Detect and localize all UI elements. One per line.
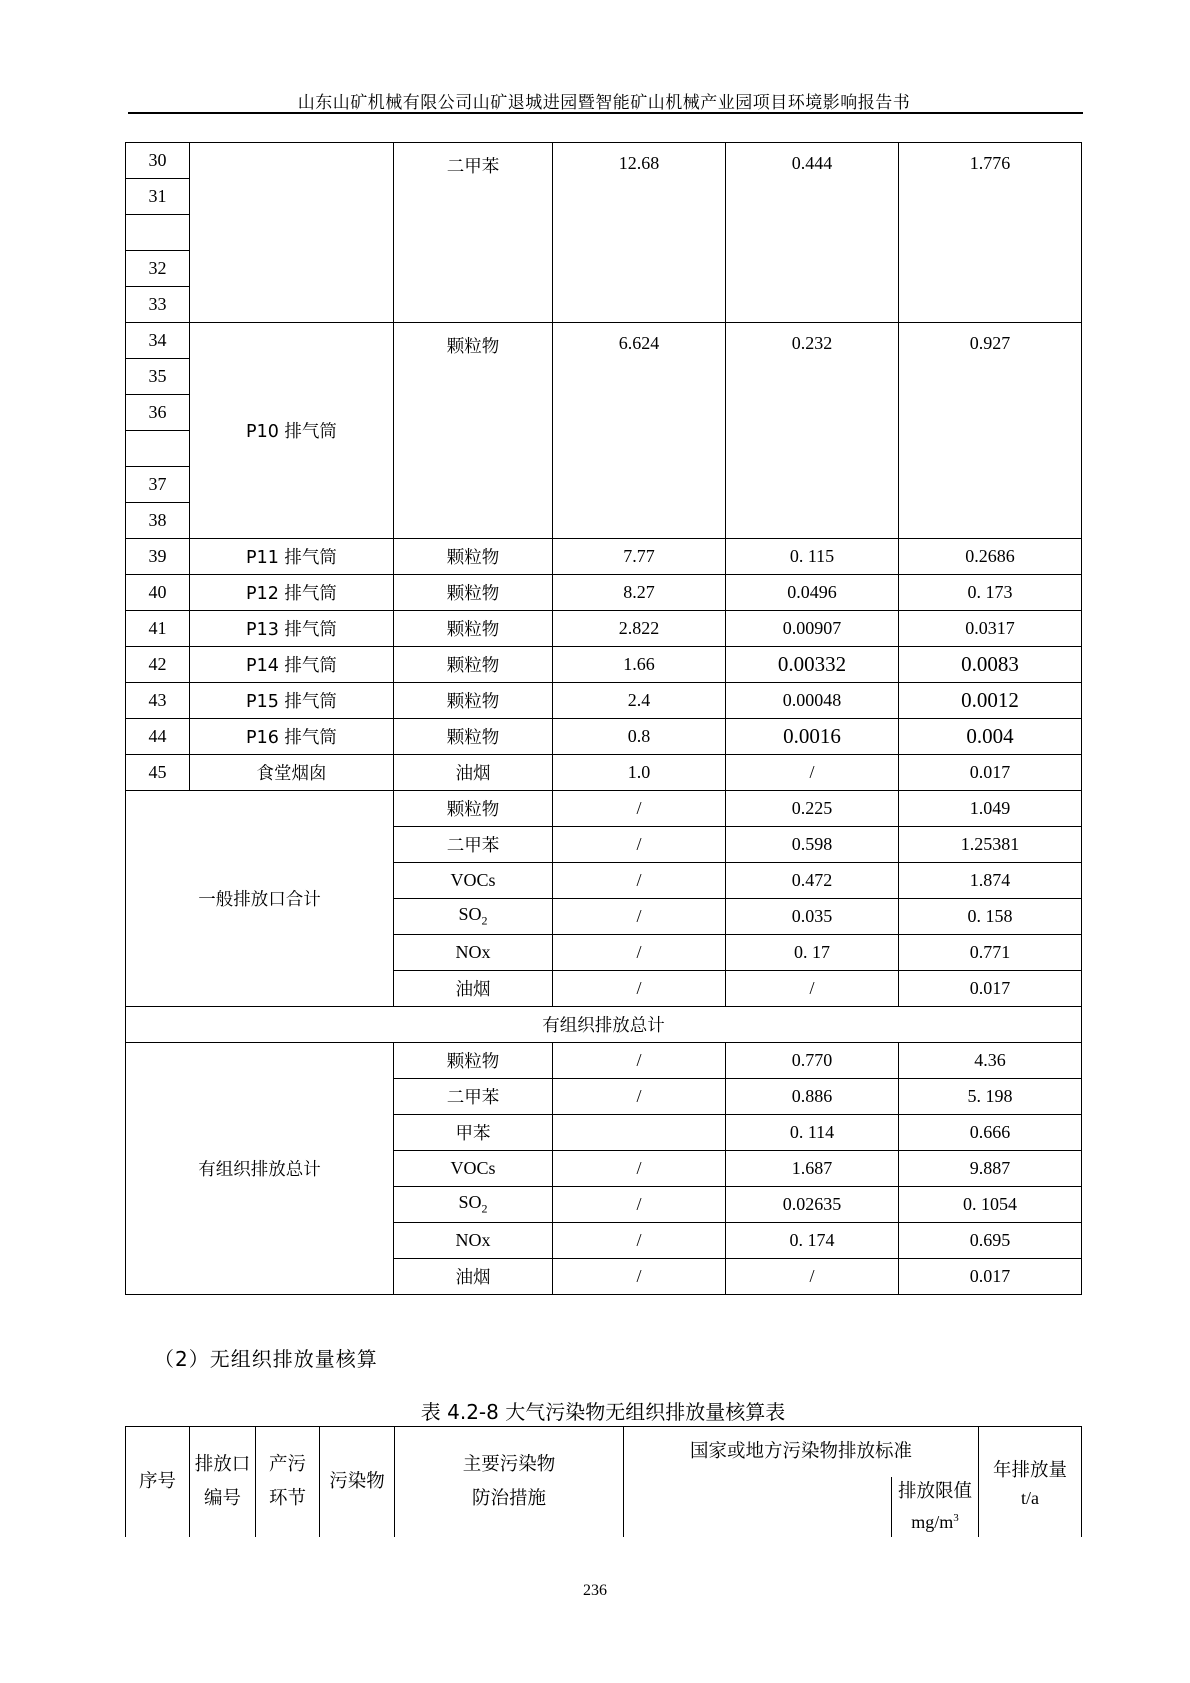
header-stage-line2: 环节 (268, 1487, 306, 1509)
table-row (126, 719, 1082, 755)
header-outlet-line2: 编号 (203, 1487, 241, 1509)
concentration-cell: / (553, 791, 726, 827)
rate-cell: 0.472 (726, 863, 899, 899)
outlet-cell: P11 排气筒 (190, 539, 394, 575)
annual-cell: 0.0083 (899, 647, 1082, 683)
annual-cell: 0.017 (899, 1259, 1082, 1295)
table-row (126, 647, 1082, 683)
section-heading: （2）无组织排放量核算 (154, 1347, 378, 1371)
table-header-row (126, 1427, 1082, 1477)
table-row (126, 539, 1082, 575)
row-number: 43 (126, 683, 190, 719)
page-number: 236 (583, 1582, 607, 1599)
pollutant-formula: SO (458, 904, 482, 925)
table-row (126, 611, 1082, 647)
header-annual (979, 1427, 1082, 1537)
fugitive-emission-table (125, 1426, 1082, 1537)
row-number: 34 (126, 323, 190, 359)
concentration-cell: / (553, 1223, 726, 1259)
row-number: 39 (126, 539, 190, 575)
rate-cell: 0.444 (726, 143, 899, 323)
pollutant-cell: 二甲苯 (394, 1079, 553, 1115)
pollutant-cell: 油烟 (394, 1259, 553, 1295)
concentration-cell: 6.624 (553, 323, 726, 539)
pollutant-formula: SO (458, 1192, 482, 1213)
annual-cell: 0.695 (899, 1223, 1082, 1259)
general-total-label: 一般排放口合计 (126, 791, 394, 1007)
rate-cell: 0.00048 (726, 683, 899, 719)
annual-cell: 5. 198 (899, 1079, 1082, 1115)
rate-cell: 0.0016 (726, 719, 899, 755)
rate-cell: 1.687 (726, 1151, 899, 1187)
annual-cell: 0.017 (899, 755, 1082, 791)
concentration-cell: / (553, 1043, 726, 1079)
organized-total-label: 有组织排放总计 (126, 1043, 394, 1295)
concentration-cell: 1.0 (553, 755, 726, 791)
header-standard: 国家或地方污染物排放标准 (624, 1427, 979, 1477)
concentration-cell: 2.822 (553, 611, 726, 647)
header-measures (395, 1427, 624, 1537)
pollutant-cell: VOCs (394, 863, 553, 899)
header-pollutant: 污染物 (320, 1427, 395, 1537)
header-annual-label: 年排放量 (993, 1460, 1068, 1482)
rate-cell: / (726, 755, 899, 791)
row-number-empty (126, 431, 190, 467)
row-number: 38 (126, 503, 190, 539)
organized-total-heading: 有组织排放总计 (126, 1007, 1082, 1043)
concentration-cell: 7.77 (553, 539, 726, 575)
outlet-cell: 食堂烟囱 (190, 755, 394, 791)
header-no: 序号 (126, 1427, 190, 1537)
outlet-cell: P13 排气筒 (190, 611, 394, 647)
row-number: 45 (126, 755, 190, 791)
outlet-cell: P15 排气筒 (190, 683, 394, 719)
table-row (126, 755, 1082, 791)
row-number: 42 (126, 647, 190, 683)
concentration-cell: / (553, 863, 726, 899)
outlet-cell: P12 排气筒 (190, 575, 394, 611)
table-row (126, 1043, 1082, 1079)
pollutant-cell: 颗粒物 (394, 647, 553, 683)
table-row (126, 575, 1082, 611)
header-limit-unit (892, 1505, 978, 1535)
pollutant-subscript: 2 (481, 1201, 488, 1216)
pollutant-subscript: 2 (481, 913, 488, 928)
concentration-cell: 0.8 (553, 719, 726, 755)
annual-cell: 0.666 (899, 1115, 1082, 1151)
header-limit-label: 排放限值 (898, 1480, 973, 1502)
concentration-cell: / (553, 971, 726, 1007)
pollutant-cell: 颗粒物 (394, 539, 553, 575)
header-outlet-line1: 排放口 (194, 1453, 251, 1475)
concentration-cell: / (553, 1259, 726, 1295)
rate-cell: 0.00907 (726, 611, 899, 647)
table-caption: 表 4.2-8 大气污染物无组织排放量核算表 (420, 1400, 786, 1424)
row-number: 35 (126, 359, 190, 395)
header-stage-line1: 产污 (268, 1453, 306, 1475)
rate-cell: 0.00332 (726, 647, 899, 683)
rate-cell: 0. 17 (726, 935, 899, 971)
pollutant-cell: 油烟 (394, 971, 553, 1007)
table-row (126, 143, 1082, 179)
annual-cell: 0.2686 (899, 539, 1082, 575)
rate-cell: 0.886 (726, 1079, 899, 1115)
pollutant-cell: 油烟 (394, 755, 553, 791)
header-limit-unit-base: mg/m (911, 1511, 954, 1532)
pollutant-cell: 颗粒物 (394, 683, 553, 719)
annual-cell: 0.004 (899, 719, 1082, 755)
row-number-empty (126, 215, 190, 251)
row-number: 33 (126, 287, 190, 323)
annual-cell: 0. 173 (899, 575, 1082, 611)
pollutant-cell: 颗粒物 (394, 575, 553, 611)
annual-cell: 4.36 (899, 1043, 1082, 1079)
row-number: 40 (126, 575, 190, 611)
annual-cell: 0.927 (899, 323, 1082, 539)
table-row (126, 791, 1082, 827)
concentration-cell: / (553, 1187, 726, 1223)
rate-cell: / (726, 1259, 899, 1295)
annual-cell: 1.874 (899, 863, 1082, 899)
pollutant-cell: 二甲苯 (394, 143, 553, 323)
row-number: 36 (126, 395, 190, 431)
pollutant-cell (394, 899, 553, 935)
concentration-cell: 12.68 (553, 143, 726, 323)
row-number: 41 (126, 611, 190, 647)
header-measures-line2: 防治措施 (471, 1487, 546, 1509)
rate-cell: 0. 114 (726, 1115, 899, 1151)
rate-cell: 0.598 (726, 827, 899, 863)
concentration-cell: / (553, 1079, 726, 1115)
concentration-cell: / (553, 1151, 726, 1187)
rate-cell: 0.770 (726, 1043, 899, 1079)
rate-cell: 0.232 (726, 323, 899, 539)
row-number: 37 (126, 467, 190, 503)
table-row (126, 323, 1082, 359)
annual-cell: 1.776 (899, 143, 1082, 323)
pollutant-cell: 颗粒物 (394, 611, 553, 647)
pollutant-cell (394, 1187, 553, 1223)
concentration-cell: / (553, 827, 726, 863)
concentration-cell: 2.4 (553, 683, 726, 719)
annual-cell: 0. 158 (899, 899, 1082, 935)
annual-cell: 1.25381 (899, 827, 1082, 863)
annual-cell: 0.0317 (899, 611, 1082, 647)
annual-cell: 0.0012 (899, 683, 1082, 719)
pollutant-cell: VOCs (394, 1151, 553, 1187)
header-stage (256, 1427, 320, 1537)
table-row (126, 683, 1082, 719)
header-limit-unit-sup: 3 (953, 1511, 959, 1524)
concentration-cell: / (553, 935, 726, 971)
outlet-cell: P16 排气筒 (190, 719, 394, 755)
rate-cell: 0.225 (726, 791, 899, 827)
rate-cell: 0.0496 (726, 575, 899, 611)
outlet-cell: P10 排气筒 (190, 323, 394, 539)
pollutant-cell: 颗粒物 (394, 719, 553, 755)
rate-cell: / (726, 971, 899, 1007)
concentration-cell: 8.27 (553, 575, 726, 611)
header-rule (128, 112, 1083, 114)
rate-cell: 0. 174 (726, 1223, 899, 1259)
header-limit (892, 1477, 979, 1537)
emission-table (125, 142, 1082, 1295)
rate-cell: 0.035 (726, 899, 899, 935)
row-number: 44 (126, 719, 190, 755)
outlet-cell (190, 143, 394, 323)
pollutant-cell: 颗粒物 (394, 323, 553, 539)
rate-cell: 0. 115 (726, 539, 899, 575)
row-number: 30 (126, 143, 190, 179)
annual-cell: 0. 1054 (899, 1187, 1082, 1223)
concentration-cell: / (553, 899, 726, 935)
pollutant-cell: NOx (394, 1223, 553, 1259)
row-number: 31 (126, 179, 190, 215)
pollutant-cell: 甲苯 (394, 1115, 553, 1151)
header-measures-line1: 主要污染物 (462, 1453, 556, 1475)
annual-cell: 9.887 (899, 1151, 1082, 1187)
pollutant-cell: 颗粒物 (394, 791, 553, 827)
concentration-cell (553, 1115, 726, 1151)
header-annual-unit: t/a (1021, 1488, 1040, 1509)
annual-cell: 0.771 (899, 935, 1082, 971)
row-number: 32 (126, 251, 190, 287)
outlet-cell: P14 排气筒 (190, 647, 394, 683)
annual-cell: 0.017 (899, 971, 1082, 1007)
document-header-title: 山东山矿机械有限公司山矿退城进园暨智能矿山机械产业园项目环境影响报告书 (297, 93, 911, 113)
pollutant-cell: 二甲苯 (394, 827, 553, 863)
rate-cell: 0.02635 (726, 1187, 899, 1223)
pollutant-cell: 颗粒物 (394, 1043, 553, 1079)
header-outlet-id (190, 1427, 256, 1537)
pollutant-cell: NOx (394, 935, 553, 971)
table-row (126, 1007, 1082, 1043)
concentration-cell: 1.66 (553, 647, 726, 683)
header-standard-name-cell (624, 1477, 892, 1537)
annual-cell: 1.049 (899, 791, 1082, 827)
